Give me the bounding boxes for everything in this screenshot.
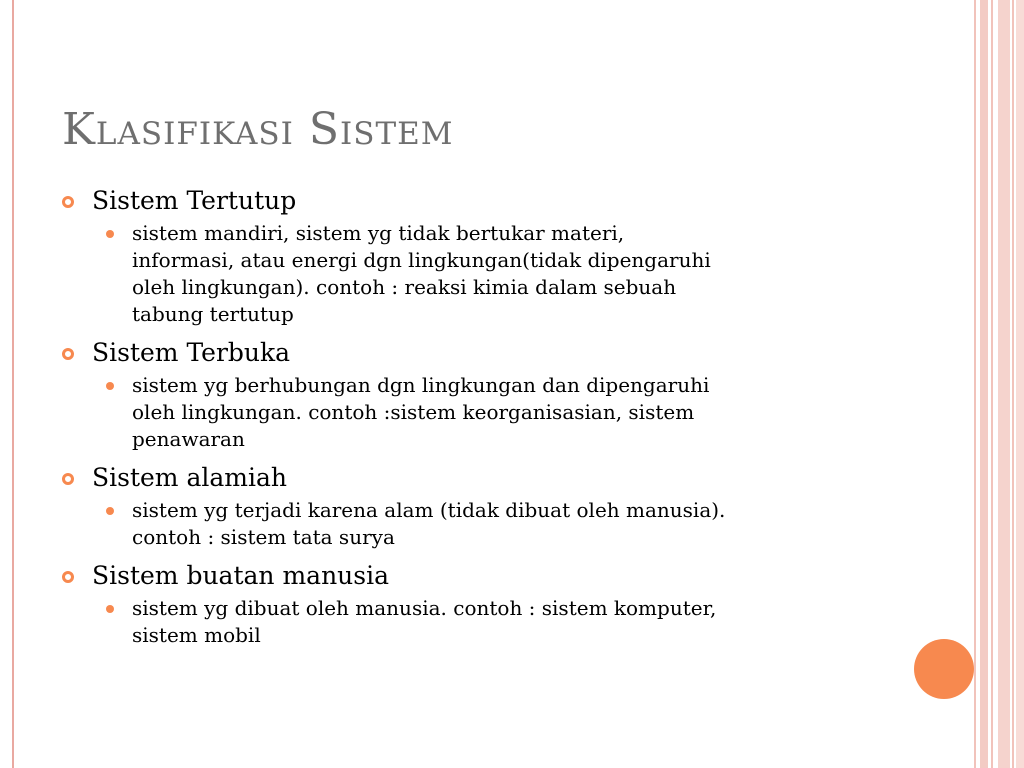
sub-bullet-line: sistem yg terjadi karena alam (tidak dibuat oleh manusia). bbox=[132, 498, 726, 522]
bullet-heading-text: Sistem buatan manusia bbox=[92, 561, 389, 590]
circle-bullet-icon bbox=[62, 473, 74, 485]
sub-bullet-line: sistem yg berhubungan dgn lingkungan dan dipengaruhi bbox=[132, 373, 710, 397]
right-decor-stripe bbox=[998, 0, 1010, 768]
dot-bullet-icon bbox=[106, 507, 114, 515]
sub-bullet-line: sistem mandiri, sistem yg tidak bertukar materi, bbox=[132, 221, 625, 245]
bullet-heading-sistem-terbuka bbox=[62, 334, 882, 372]
bullet-heading-sistem-buatan-manusia bbox=[62, 557, 882, 595]
dot-bullet-icon bbox=[106, 382, 114, 390]
right-decor-stripe bbox=[991, 0, 993, 768]
sub-bullet-line: informasi, atau energi dgn lingkungan(tidak dipengaruhi bbox=[132, 248, 711, 272]
right-decor-stripe bbox=[980, 0, 988, 768]
sub-bullet bbox=[132, 497, 882, 551]
sub-bullet bbox=[132, 220, 882, 328]
right-decor-stripe bbox=[974, 0, 976, 768]
bullet-heading-sistem-tertutup bbox=[62, 182, 882, 220]
sub-bullet-line: penawaran bbox=[132, 427, 245, 451]
bullet-heading-text: Sistem Tertutup bbox=[92, 186, 297, 215]
sub-bullet bbox=[132, 372, 882, 453]
sub-bullet-line: oleh lingkungan). contoh : reaksi kimia dalam sebuah bbox=[132, 275, 677, 299]
dot-bullet-icon bbox=[106, 230, 114, 238]
left-border-line bbox=[12, 0, 14, 768]
sub-bullet bbox=[132, 595, 882, 649]
right-decor-stripe bbox=[1012, 0, 1014, 768]
sub-bullet-line: contoh : sistem tata surya bbox=[132, 525, 395, 549]
sub-bullet-line: oleh lingkungan. contoh :sistem keorganisasian, sistem bbox=[132, 400, 695, 424]
sub-bullet-line: sistem yg dibuat oleh manusia. contoh : sistem komputer, bbox=[132, 596, 717, 620]
slide-content bbox=[62, 182, 882, 655]
bullet-heading-sistem-alamiah bbox=[62, 459, 882, 497]
circle-bullet-icon bbox=[62, 571, 74, 583]
slide-title: Klasifikasi Sistem bbox=[62, 104, 454, 155]
dot-bullet-icon bbox=[106, 605, 114, 613]
decor-circle bbox=[914, 639, 974, 699]
sub-bullet-line: sistem mobil bbox=[132, 623, 261, 647]
bullet-heading-text: Sistem alamiah bbox=[92, 463, 287, 492]
circle-bullet-icon bbox=[62, 196, 74, 208]
bullet-heading-text: Sistem Terbuka bbox=[92, 338, 291, 367]
circle-bullet-icon bbox=[62, 348, 74, 360]
sub-bullet-line: tabung tertutup bbox=[132, 302, 294, 326]
right-decor-stripe bbox=[1016, 0, 1024, 768]
